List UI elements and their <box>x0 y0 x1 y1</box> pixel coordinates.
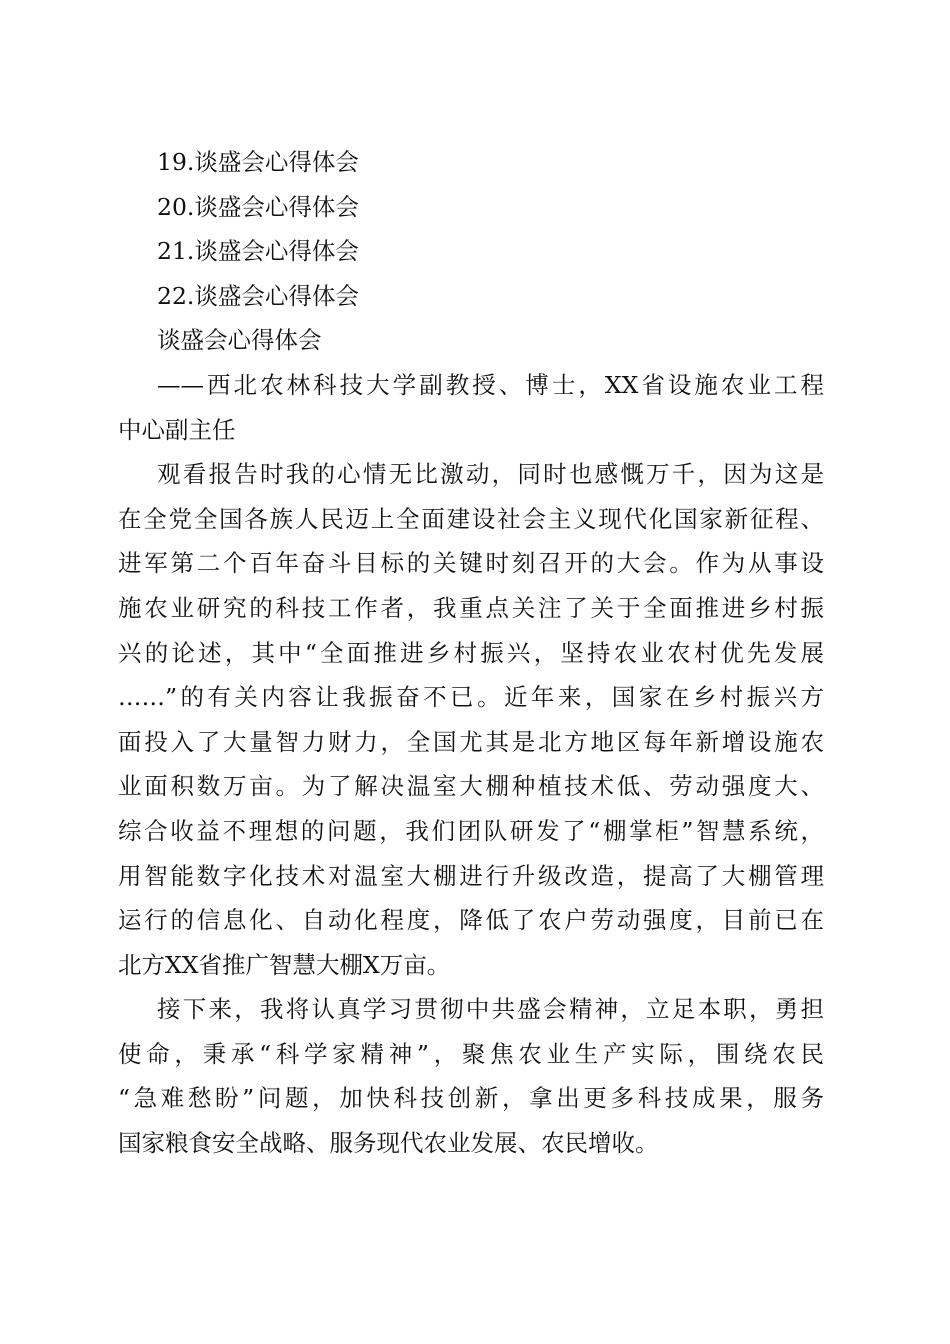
article-body <box>118 452 824 1166</box>
article-title: 谈盛会心得体会 <box>157 326 322 355</box>
paragraph-line: 用智能数字化技术对温室大棚进行升级改造，提高了大棚管理 <box>118 861 824 890</box>
paragraph-line: 面投入了大量智力财力，全国尤其是北方地区每年新增设施农 <box>118 727 824 756</box>
byline: ——西北农林科技大学副教授、博士，XX省设施农业工程 <box>157 370 824 399</box>
paragraph-line: 综合收益不理想的问题，我们团队研发了“棚掌柜”智慧系统， <box>118 816 824 845</box>
document-page <box>118 140 824 1166</box>
paragraph-line: 业面积数万亩。为了解决温室大棚种植技术低、劳动强度大、 <box>118 772 824 801</box>
paragraph-line: 观看报告时我的心情无比激动，同时也感慨万千，因为这是 <box>157 460 824 489</box>
byline: 中心副主任 <box>118 415 236 444</box>
toc-item: 21.谈盛会心得体会 <box>157 237 359 266</box>
paragraph-line: 运行的信息化、自动化程度，降低了农户劳动强度，目前已在 <box>118 906 824 935</box>
paragraph-line: “急难愁盼”问题，加快科技创新，拿出更多科技成果，服务 <box>118 1084 824 1113</box>
toc-item: 22.谈盛会心得体会 <box>157 281 359 310</box>
paragraph-line: 使命，秉承“科学家精神”，聚焦农业生产实际，围绕农民 <box>118 1039 824 1068</box>
toc-item: 19.谈盛会心得体会 <box>157 148 359 176</box>
paragraph-line: 兴的论述，其中“全面推进乡村振兴，坚持农业农村优先发展 <box>118 638 824 667</box>
paragraph-line: 进军第二个百年奋斗目标的关键时刻召开的大会。作为从事设 <box>118 549 824 578</box>
paragraph-line: 施农业研究的科技工作者，我重点关注了关于全面推进乡村振 <box>118 593 824 622</box>
paragraph-line: 北方XX省推广智慧大棚X万亩。 <box>118 950 451 979</box>
paragraph-line: 接下来，我将认真学习贯彻中共盛会精神，立足本职，勇担 <box>157 995 824 1024</box>
paragraph-line: 国家粮食安全战略、服务现代农业发展、农民增收。 <box>118 1129 659 1158</box>
paragraph-line: 在全党全国各族人民迈上全面建设社会主义现代化国家新征程、 <box>118 504 824 533</box>
paragraph-line: ……”的有关内容让我振奋不已。近年来，国家在乡村振兴方 <box>118 683 824 712</box>
toc-item: 20.谈盛会心得体会 <box>157 192 359 221</box>
